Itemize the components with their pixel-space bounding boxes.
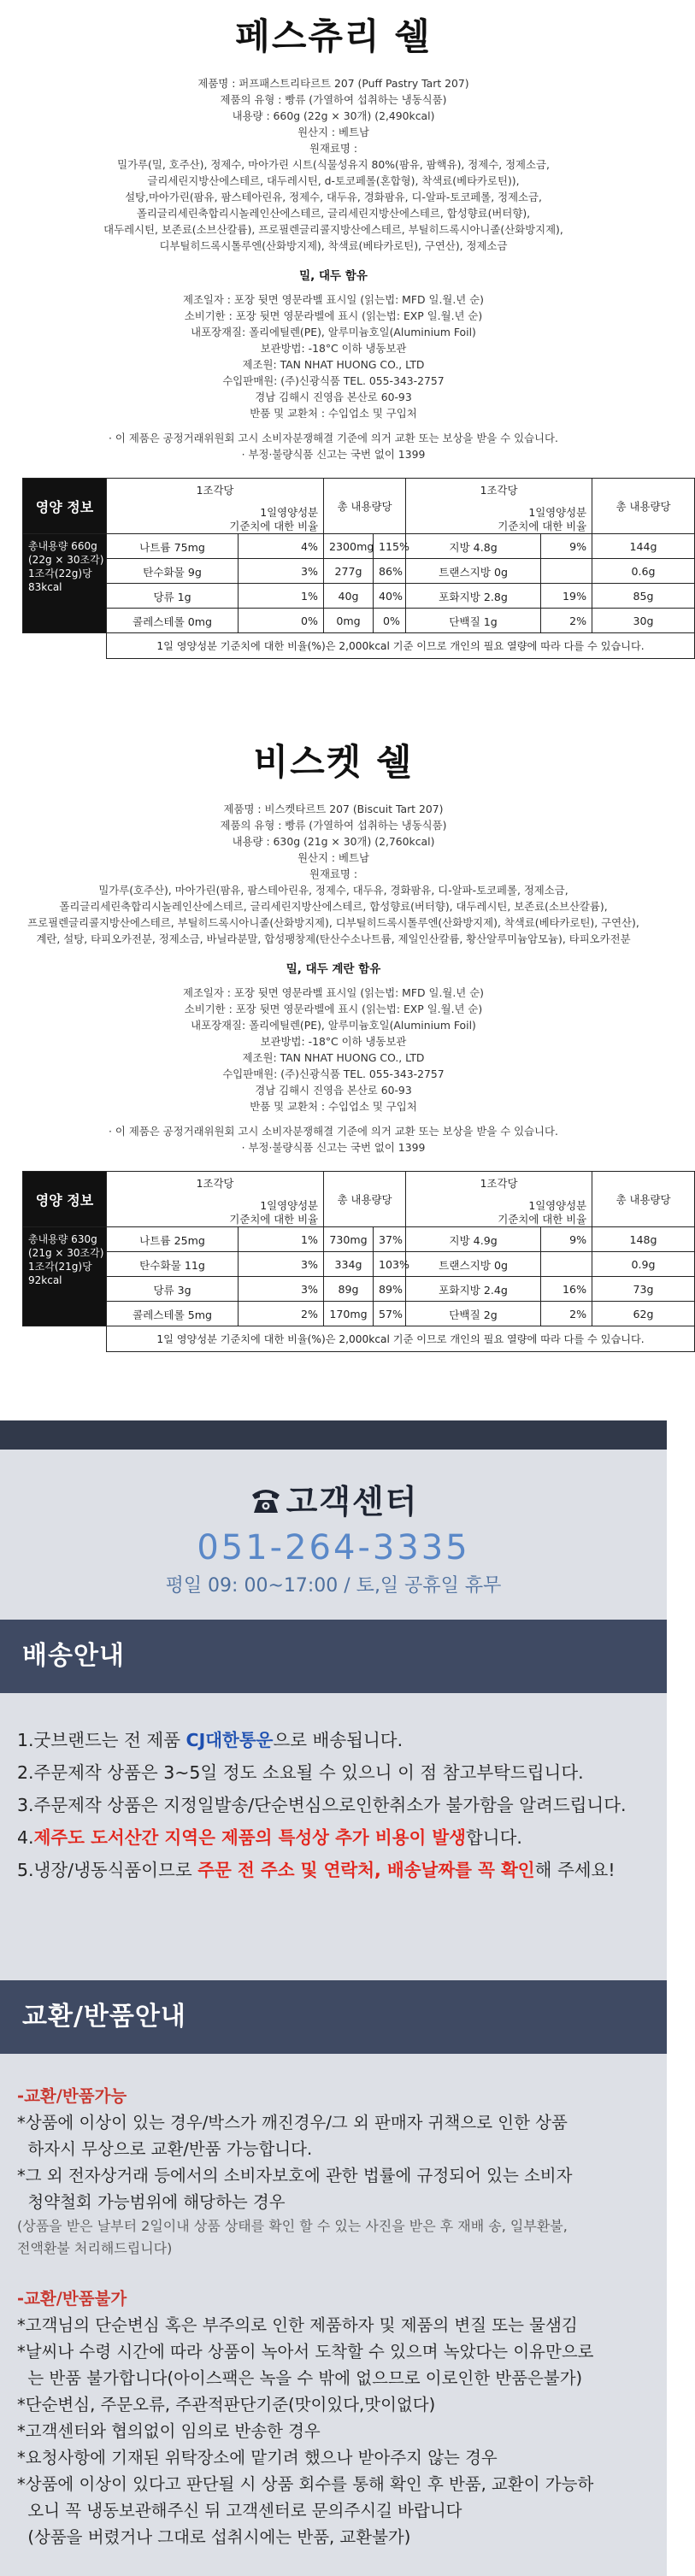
- delivery-line-4: 4.제주도 도서산간 지역은 제품의 특성상 추가 비용이 발생합니다.: [17, 1826, 522, 1848]
- nutrient-dv: 0%: [239, 609, 324, 633]
- side-line: 총내용량 660g: [28, 540, 97, 552]
- nutrient-dv: 3%: [239, 559, 324, 584]
- nutrient-total: 0.6g: [592, 559, 695, 584]
- nutrition-footnote: 1일 영양성분 기준치에 대한 비율(%)은 2,000kcal 기준 이므로 개인의 필요 열량에 따라 다를 수 있습니다.: [107, 633, 695, 659]
- nutrient-total-dv: 89%: [374, 1277, 406, 1302]
- notice-text: [22, 430, 645, 462]
- nutrient-total: 277g: [324, 559, 374, 584]
- info-line: 제품명 : 퍼프패스트리타르트 207 (Puff Pastry Tart 207): [197, 77, 469, 90]
- nutrient-name: 탄수화물 9g: [107, 559, 239, 584]
- side-line: (22g × 30조각): [28, 554, 104, 566]
- nutrient-total: 40g: [324, 584, 374, 609]
- nutrient-name: 지방 4.8g: [406, 534, 541, 559]
- nutrition-row: [23, 1277, 695, 1302]
- returns-impossible-line: *상품에 이상이 있다고 판단될 시 상품 회수를 통해 확인 후 반품, 교환이 가능하: [17, 2473, 594, 2494]
- nutrition-label: 영양 정보: [23, 1172, 107, 1227]
- info-line: 제품의 유형 : 빵류 (가열하여 섭취하는 냉동식품): [220, 93, 447, 106]
- customer-center-phone[interactable]: 051-264-3335: [197, 1527, 470, 1567]
- nutrient-dv: 1%: [239, 1227, 324, 1252]
- customer-center-block: [0, 1450, 667, 1620]
- info-line: 내포장재질: 폴리에틸렌(PE), 알루미늄호일(Aluminium Foil): [191, 326, 476, 338]
- telephone-icon: [249, 1485, 283, 1523]
- dv-head-line-2: 기준치에 대한 비율: [229, 520, 319, 532]
- nutrient-name: 당류 3g: [107, 1277, 239, 1302]
- returns-possible-heading: -교환/반품가능: [17, 2085, 127, 2106]
- nutrition-side-summary: [23, 1227, 107, 1326]
- nutrition-table: [22, 478, 695, 659]
- info-line: 제조일자 : 포장 뒷면 영문라벨 표시일 (읽는법: MFD 일.월.년 순): [182, 293, 485, 306]
- info-line: 내용량 : 660g (22g × 30개) (2,490kcal): [232, 109, 435, 122]
- nutrition-row: [23, 609, 695, 633]
- info-line: 원산지 : 베트남: [297, 126, 369, 138]
- nutrient-name: 트랜스지방 0g: [406, 559, 541, 584]
- nutrient-total: 170mg: [324, 1302, 374, 1326]
- nutrition-row: [23, 584, 695, 609]
- notice-text: [22, 1123, 645, 1156]
- nutrient-name: 탄수화물 11g: [107, 1252, 239, 1277]
- footnote-spacer: [23, 1326, 107, 1352]
- delivery-line-5: 5.냉장/냉동식품이므로 주문 전 주소 및 연락처, 배송날짜를 꼭 확인해 주세요!: [17, 1859, 615, 1880]
- product-title: 비스켓 쉘: [253, 741, 414, 783]
- nutrient-total-dv: 103%: [374, 1252, 406, 1277]
- nutrient-total: 334g: [324, 1252, 374, 1277]
- footnote-spacer: [23, 633, 107, 659]
- nutrient-dv: 2%: [541, 1302, 592, 1326]
- returns-band-title: 교환/반품안내: [0, 1980, 667, 2054]
- info-line: 내포장재질: 폴리에틸렌(PE), 알루미늄호일(Aluminium Foil): [191, 1019, 476, 1032]
- info-line: 밀가루(호주산), 마아가린(팜유, 팜스테아린유, 정제수, 대두유, 경화팜유, 디-알파-토코페롤, 정제소금,: [98, 884, 568, 897]
- delivery-info: [0, 1693, 667, 1920]
- side-line: (21g × 30조각): [28, 1247, 104, 1259]
- total-head: 총 내용량당: [592, 479, 695, 534]
- info-line: 제조원: TAN NHAT HUONG CO., LTD: [242, 358, 425, 371]
- nutrient-total: 89g: [324, 1277, 374, 1302]
- nutrient-name: 당류 1g: [107, 584, 239, 609]
- nutrient-dv: 4%: [239, 534, 324, 559]
- customer-center-hours: 평일 09: 00~17:00 / 토,일 공휴일 휴무: [165, 1574, 502, 1597]
- info-line: 제조원: TAN NHAT HUONG CO., LTD: [242, 1051, 425, 1064]
- delivery-line-2: 2.주문제작 상품은 3~5일 정도 소요될 수 있으니 이 점 참고부탁드립니다.: [17, 1761, 584, 1783]
- nutrient-total: 62g: [592, 1302, 695, 1326]
- returns-impossible-line: *요청사항에 기재된 위탁장소에 맡기려 했으나 받아주지 않는 경우: [17, 2447, 498, 2467]
- total-head: 총 내용량당: [324, 479, 406, 534]
- nutrient-total: 144g: [592, 534, 695, 559]
- info-line: 폴리글리세린축합리시놀레인산에스테르, 글리세린지방산에스테르, 합성향료(버터향), 대두레시틴, 보존료(소브산칼륨),: [59, 900, 608, 913]
- info-line: 원산지 : 베트남: [297, 851, 369, 864]
- nutrient-name: 포화지방 2.8g: [406, 584, 541, 609]
- info-line: 반품 및 교환처 : 수입업소 및 구입처: [250, 1100, 417, 1113]
- returns-impossible-line: *단순변심, 주문오류, 주관적판단기준(맛이있다,맛이없다): [17, 2394, 436, 2414]
- product-section: [0, 659, 671, 1420]
- info-line: 보관방법: -18°C 이하 냉동보관: [260, 342, 407, 355]
- returns-info: [0, 2054, 667, 2576]
- nutrient-name: 단백질 2g: [406, 1302, 541, 1326]
- returns-possible-line: *상품에 이상이 있는 경우/박스가 깨진경우/그 외 판매자 귀책으로 인한 상품: [17, 2112, 568, 2132]
- product-info: [22, 801, 645, 947]
- returns-impossible-line: 오니 꼭 냉동보관해주신 뒤 고객센터로 문의주시길 바랍니다: [17, 2500, 462, 2520]
- info-line: 프로필렌글리콜지방산에스테르, 부틸히드록시아니졸(산화방지제), 디부틸히드록시톨루엔(산화방지제), 착색료(베타카로틴), 구연산),: [27, 916, 639, 929]
- product-title: 페스츄리 쉘: [235, 15, 432, 57]
- side-line: 총내용량 630g: [28, 1233, 97, 1245]
- info-line: 소비기한 : 포장 뒷면 영문라벨에 표시 (읽는법: EXP 일.월.년 순): [184, 1003, 483, 1015]
- info-line: 제품의 유형 : 빵류 (가열하여 섭취하는 냉동식품): [220, 819, 447, 832]
- nutrition-row: [23, 1302, 695, 1326]
- dv-head-line-1: 1일영양성분: [528, 506, 587, 519]
- nutrient-total-dv: 40%: [374, 584, 406, 609]
- dv-head-line-1: 1일영양성분: [260, 506, 319, 519]
- nutrient-total-dv: 115%: [374, 534, 406, 559]
- info-line: 소비기한 : 포장 뒷면 영문라벨에 표시 (읽는법: EXP 일.월.년 순): [184, 309, 483, 322]
- product-info-2: [22, 291, 645, 421]
- nutrition-table: [22, 1171, 695, 1352]
- nutrient-name: 나트륨 75mg: [107, 534, 239, 559]
- customer-center-title: [0, 1475, 667, 1523]
- returns-impossible-line: *고객센터와 협의없이 임의로 반송한 경우: [17, 2420, 321, 2441]
- nutrient-name: 단백질 1g: [406, 609, 541, 633]
- nutrient-dv: 1%: [239, 584, 324, 609]
- nutrient-dv: 9%: [541, 1227, 592, 1252]
- notice-line: · 이 제품은 공정거래위원회 고시 소비자분쟁해결 기준에 의거 교환 또는 보상을 받을 수 있습니다.: [109, 1125, 558, 1138]
- total-head: 총 내용량당: [592, 1172, 695, 1227]
- nutrient-name: 콜레스테롤 5mg: [107, 1302, 239, 1326]
- nutrition-side-summary: [23, 534, 107, 633]
- info-line: 수입판매원: (주)신광식품 TEL. 055-343-2757: [222, 1067, 445, 1080]
- nutrition-row: [23, 1227, 695, 1252]
- info-line: 내용량 : 630g (21g × 30개) (2,760kcal): [232, 835, 435, 848]
- info-line: 설탕,마아가린(팜유, 팜스테아린유, 정제수, 대두유, 경화팜유, 디-알파-토코페롤, 정제소금,: [125, 191, 542, 203]
- info-line: 제품명 : 비스켓타르트 207 (Biscuit Tart 207): [223, 803, 444, 815]
- nutrient-total: 73g: [592, 1277, 695, 1302]
- nutrient-total-dv: 37%: [374, 1227, 406, 1252]
- dv-head: [112, 506, 318, 533]
- side-line: 1조각(21g)당: [28, 1261, 92, 1273]
- nutrition-head-right: [406, 1172, 592, 1227]
- returns-impossible-line: *날씨나 수령 시간에 따라 상품이 녹아서 도착할 수 있으며 녹았다는 이유만으로: [17, 2341, 594, 2361]
- allergen-heading: 밀, 대두 계란 함유: [286, 962, 381, 976]
- info-line: 수입판매원: (주)신광식품 TEL. 055-343-2757: [222, 374, 445, 387]
- per-piece-label: 1조각당: [196, 1177, 234, 1190]
- dv-head: [411, 1199, 586, 1226]
- info-line: 대두레시틴, 보존료(소브산칼륨), 프로필렌글리콜지방산에스테르, 부틸히드록시아니졸(산화방지제),: [103, 223, 563, 236]
- info-line: 글리세린지방산에스테르, 대두레시틴, d-토코페롤(혼합형), 착색료(베타카로틴)),: [147, 174, 520, 187]
- customer-center-label: 고객센터: [286, 1483, 419, 1520]
- returns-note-line: 전액환불 처리해드립니다): [17, 2239, 173, 2256]
- nutrition-head-left: [107, 479, 324, 534]
- nutrient-dv: 3%: [239, 1277, 324, 1302]
- nutrition-head-right: [406, 479, 592, 534]
- nutrient-dv: 2%: [541, 609, 592, 633]
- nutrition-label: 영양 정보: [23, 479, 107, 534]
- returns-possible-line: 청약철회 가능범위에 해당하는 경우: [17, 2191, 286, 2212]
- notice-line: · 부정·불량식품 신고는 국번 없이 1399: [241, 448, 426, 461]
- delivery-band-title: 배송안내: [0, 1620, 667, 1693]
- product-info-2: [22, 985, 645, 1115]
- side-line: 83kcal: [28, 581, 62, 593]
- product-section: [0, 0, 671, 659]
- allergen-heading: 밀, 대두 함유: [299, 269, 368, 283]
- returns-possible-line: *그 외 전자상거래 등에서의 소비자보호에 관한 법률에 규정되어 있는 소비자: [17, 2165, 573, 2185]
- nutrient-name: 콜레스테롤 0mg: [107, 609, 239, 633]
- returns-note-line: (상품을 받은 날부터 2일이내 상품 상태를 확인 할 수 있는 사진을 받은 후 재배 송, 일부환불,: [17, 2217, 568, 2234]
- nutrient-total: 2300mg: [324, 534, 374, 559]
- delivery-line-1: 1.굿브랜드는 전 제품 CJ대한통운으로 배송됩니다.: [17, 1729, 403, 1750]
- notice-line: · 이 제품은 공정거래위원회 고시 소비자분쟁해결 기준에 의거 교환 또는 보상을 받을 수 있습니다.: [109, 432, 558, 444]
- info-line: 경남 김해시 진영읍 본산로 60-93: [255, 391, 412, 403]
- total-head: 총 내용량당: [324, 1172, 406, 1227]
- dv-head-line-2: 기준치에 대한 비율: [229, 1213, 319, 1226]
- per-piece-label: 1조각당: [480, 484, 518, 497]
- nutrition-row: [23, 1252, 695, 1277]
- nutrient-total: 0.9g: [592, 1252, 695, 1277]
- nutrient-name: 트랜스지방 0g: [406, 1252, 541, 1277]
- nutrient-name: 포화지방 2.4g: [406, 1277, 541, 1302]
- dv-head-line-1: 1일영양성분: [528, 1199, 587, 1212]
- nutrient-total-dv: 57%: [374, 1302, 406, 1326]
- info-line: 계란, 설탕, 타피오카전분, 정제소금, 바닐라분말, 합성팽창제(탄산수소나트륨, 제일인산칼륨, 황산알루미늄암모늄), 타피오카전분: [36, 932, 631, 945]
- nutrition-head-left: [107, 1172, 324, 1227]
- nutrient-total: 0mg: [324, 609, 374, 633]
- per-piece-label: 1조각당: [196, 484, 234, 497]
- nutrient-total-dv: 0%: [374, 609, 406, 633]
- info-line: 원재료명 :: [309, 867, 357, 880]
- info-line: 제조일자 : 포장 뒷면 영문라벨 표시일 (읽는법: MFD 일.월.년 순): [182, 986, 485, 999]
- returns-impossible-line: *고객님의 단순변심 혹은 부주의로 인한 제품하자 및 제품의 변질 또는 물샘김: [17, 2314, 578, 2335]
- nutrient-total: 148g: [592, 1227, 695, 1252]
- nutrition-row: [23, 534, 695, 559]
- returns-impossible-line: 는 반품 불가합니다(아이스팩은 녹을 수 밖에 없으므로 이로인한 반품은불가): [17, 2367, 583, 2388]
- per-piece-label: 1조각당: [480, 1177, 518, 1190]
- delivery-line-3: 3.주문제작 상품은 지정일발송/단순변심으로인한취소가 불가함을 알려드립니다.: [17, 1794, 627, 1815]
- info-line: 밀가루(밀, 호주산), 정제수, 마아가린 시트(식물성유지 80%(팜유, 팜핵유), 정제수, 정제소금,: [117, 158, 550, 171]
- dv-head: [112, 1199, 318, 1226]
- product-info: [22, 75, 645, 254]
- returns-impossible-heading: -교환/반품불가: [17, 2288, 127, 2308]
- nutrient-dv: [541, 559, 592, 584]
- dv-head-line-1: 1일영양성분: [260, 1199, 319, 1212]
- nutrient-dv: 16%: [541, 1277, 592, 1302]
- dv-head-line-2: 기준치에 대한 비율: [498, 1213, 587, 1226]
- nutrient-total-dv: 86%: [374, 559, 406, 584]
- customer-service-section: [0, 1420, 667, 2576]
- info-line: 폴리글리세린축합리시놀레인산에스테르, 글리세린지방산에스테르, 합성향료(버터향),: [136, 207, 531, 220]
- nutrient-dv: 2%: [239, 1302, 324, 1326]
- info-line: 보관방법: -18°C 이하 냉동보관: [260, 1035, 407, 1048]
- nutrient-total: 730mg: [324, 1227, 374, 1252]
- nutrient-name: 지방 4.9g: [406, 1227, 541, 1252]
- nutrient-dv: 19%: [541, 584, 592, 609]
- nutrient-total: 85g: [592, 584, 695, 609]
- nutrient-total: 30g: [592, 609, 695, 633]
- info-line: 디부틸히드록시톨루엔(산화방지제), 착색료(베타카로틴), 구연산), 정제소금: [159, 239, 508, 252]
- nutrient-dv: [541, 1252, 592, 1277]
- side-line: 92kcal: [28, 1274, 62, 1286]
- dv-head-line-2: 기준치에 대한 비율: [498, 520, 587, 532]
- dv-head: [411, 506, 586, 533]
- top-divider-bar: [0, 1420, 667, 1450]
- info-line: 반품 및 교환처 : 수입업소 및 구입처: [250, 407, 417, 420]
- nutrition-footnote: 1일 영양성분 기준치에 대한 비율(%)은 2,000kcal 기준 이므로 개인의 필요 열량에 따라 다를 수 있습니다.: [107, 1326, 695, 1352]
- nutrient-name: 나트륨 25mg: [107, 1227, 239, 1252]
- nutrient-dv: 3%: [239, 1252, 324, 1277]
- nutrient-dv: 9%: [541, 534, 592, 559]
- info-line: 원재료명 :: [309, 142, 357, 155]
- side-line: 1조각(22g)당: [28, 568, 92, 579]
- returns-impossible-line: (상품을 버렸거나 그대로 섭취시에는 반품, 교환불가): [17, 2526, 411, 2547]
- nutrition-row: [23, 559, 695, 584]
- returns-possible-line: 하자시 무상으로 교환/반품 가능합니다.: [17, 2138, 313, 2159]
- info-line: 경남 김해시 진영읍 본산로 60-93: [255, 1084, 412, 1097]
- notice-line: · 부정·불량식품 신고는 국번 없이 1399: [241, 1141, 426, 1154]
